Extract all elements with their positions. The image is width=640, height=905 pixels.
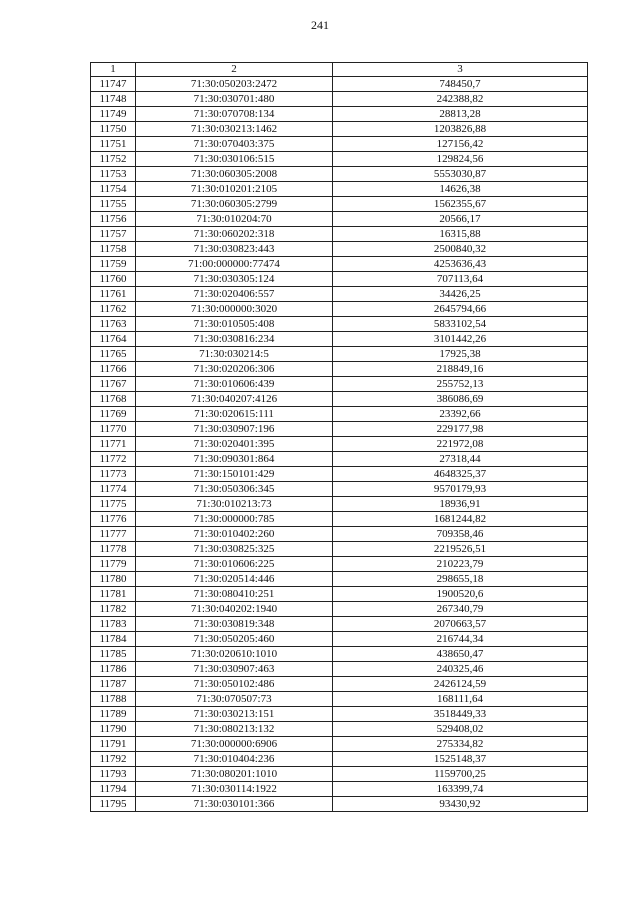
- row-number-cell: 11752: [91, 152, 136, 167]
- table-row: [91, 422, 588, 437]
- table-body: [91, 77, 588, 812]
- table-row: [91, 152, 588, 167]
- cadastral-number-cell: 71:30:030305:124: [136, 272, 333, 287]
- table-row: [91, 257, 588, 272]
- cadastral-number-cell: 71:30:090301:864: [136, 452, 333, 467]
- table-row: [91, 347, 588, 362]
- row-number-cell: 11784: [91, 632, 136, 647]
- row-number-cell: 11786: [91, 662, 136, 677]
- table-row: [91, 647, 588, 662]
- row-number-cell: 11777: [91, 527, 136, 542]
- row-number-cell: 11760: [91, 272, 136, 287]
- value-cell: 4253636,43: [333, 257, 588, 272]
- column-header-1: 1: [91, 63, 136, 77]
- value-cell: 709358,46: [333, 527, 588, 542]
- table-row: [91, 377, 588, 392]
- table-row: [91, 542, 588, 557]
- table-row: [91, 587, 588, 602]
- table-row: [91, 392, 588, 407]
- cadastral-number-cell: 71:30:070507:73: [136, 692, 333, 707]
- cadastral-number-cell: 71:30:050306:345: [136, 482, 333, 497]
- table-row: [91, 512, 588, 527]
- table-row: [91, 107, 588, 122]
- row-number-cell: 11789: [91, 707, 136, 722]
- row-number-cell: 11783: [91, 617, 136, 632]
- value-cell: 14626,38: [333, 182, 588, 197]
- row-number-cell: 11775: [91, 497, 136, 512]
- cadastral-number-cell: 71:30:080410:251: [136, 587, 333, 602]
- cadastral-number-cell: 71:30:000000:6906: [136, 737, 333, 752]
- cadastral-number-cell: 71:30:010404:236: [136, 752, 333, 767]
- value-cell: 18936,91: [333, 497, 588, 512]
- cadastral-number-cell: 71:30:030114:1922: [136, 782, 333, 797]
- row-number-cell: 11794: [91, 782, 136, 797]
- value-cell: 210223,79: [333, 557, 588, 572]
- cadastral-number-cell: 71:30:030701:480: [136, 92, 333, 107]
- cadastral-table-container: [90, 62, 587, 812]
- cadastral-number-cell: 71:30:030101:366: [136, 797, 333, 812]
- row-number-cell: 11778: [91, 542, 136, 557]
- value-cell: 2645794,66: [333, 302, 588, 317]
- table-row: [91, 602, 588, 617]
- table-row: [91, 707, 588, 722]
- value-cell: 1681244,82: [333, 512, 588, 527]
- value-cell: 1900520,6: [333, 587, 588, 602]
- table-row: [91, 212, 588, 227]
- table-row: [91, 632, 588, 647]
- table-row: [91, 692, 588, 707]
- table-row: [91, 752, 588, 767]
- cadastral-number-cell: 71:30:010606:439: [136, 377, 333, 392]
- value-cell: 438650,47: [333, 647, 588, 662]
- table-row: [91, 527, 588, 542]
- cadastral-number-cell: 71:30:010606:225: [136, 557, 333, 572]
- row-number-cell: 11764: [91, 332, 136, 347]
- table-row: [91, 242, 588, 257]
- cadastral-number-cell: 71:30:020401:395: [136, 437, 333, 452]
- row-number-cell: 11791: [91, 737, 136, 752]
- value-cell: 2426124,59: [333, 677, 588, 692]
- table-row: [91, 167, 588, 182]
- header-row: [91, 63, 588, 77]
- row-number-cell: 11790: [91, 722, 136, 737]
- value-cell: 216744,34: [333, 632, 588, 647]
- row-number-cell: 11767: [91, 377, 136, 392]
- cadastral-number-cell: 71:30:000000:3020: [136, 302, 333, 317]
- value-cell: 1159700,25: [333, 767, 588, 782]
- table-row: [91, 122, 588, 137]
- row-number-cell: 11785: [91, 647, 136, 662]
- table-row: [91, 137, 588, 152]
- cadastral-number-cell: 71:30:030816:234: [136, 332, 333, 347]
- table-row: [91, 272, 588, 287]
- value-cell: 16315,88: [333, 227, 588, 242]
- table-row: [91, 407, 588, 422]
- cadastral-number-cell: 71:30:030106:515: [136, 152, 333, 167]
- value-cell: 4648325,37: [333, 467, 588, 482]
- table-row: [91, 332, 588, 347]
- row-number-cell: 11763: [91, 317, 136, 332]
- value-cell: 93430,92: [333, 797, 588, 812]
- value-cell: 163399,74: [333, 782, 588, 797]
- cadastral-number-cell: 71:30:010201:2105: [136, 182, 333, 197]
- row-number-cell: 11782: [91, 602, 136, 617]
- cadastral-number-cell: 71:30:000000:785: [136, 512, 333, 527]
- value-cell: 20566,17: [333, 212, 588, 227]
- value-cell: 218849,16: [333, 362, 588, 377]
- row-number-cell: 11749: [91, 107, 136, 122]
- cadastral-number-cell: 71:00:000000:77474: [136, 257, 333, 272]
- cadastral-number-cell: 71:30:030907:196: [136, 422, 333, 437]
- table-row: [91, 227, 588, 242]
- table-row: [91, 722, 588, 737]
- table-row: [91, 737, 588, 752]
- row-number-cell: 11776: [91, 512, 136, 527]
- value-cell: 2219526,51: [333, 542, 588, 557]
- row-number-cell: 11748: [91, 92, 136, 107]
- row-number-cell: 11750: [91, 122, 136, 137]
- value-cell: 386086,69: [333, 392, 588, 407]
- value-cell: 3101442,26: [333, 332, 588, 347]
- table-row: [91, 662, 588, 677]
- cadastral-number-cell: 71:30:080213:132: [136, 722, 333, 737]
- row-number-cell: 11765: [91, 347, 136, 362]
- row-number-cell: 11762: [91, 302, 136, 317]
- value-cell: 23392,66: [333, 407, 588, 422]
- row-number-cell: 11780: [91, 572, 136, 587]
- row-number-cell: 11774: [91, 482, 136, 497]
- cadastral-number-cell: 71:30:150101:429: [136, 467, 333, 482]
- row-number-cell: 11781: [91, 587, 136, 602]
- cadastral-number-cell: 71:30:020615:111: [136, 407, 333, 422]
- table-row: [91, 467, 588, 482]
- cadastral-number-cell: 71:30:030907:463: [136, 662, 333, 677]
- value-cell: 27318,44: [333, 452, 588, 467]
- table-row: [91, 92, 588, 107]
- table-row: [91, 77, 588, 92]
- value-cell: 129824,56: [333, 152, 588, 167]
- value-cell: 221972,08: [333, 437, 588, 452]
- value-cell: 17925,38: [333, 347, 588, 362]
- cadastral-number-cell: 71:30:030213:1462: [136, 122, 333, 137]
- value-cell: 28813,28: [333, 107, 588, 122]
- row-number-cell: 11772: [91, 452, 136, 467]
- cadastral-number-cell: 71:30:030823:443: [136, 242, 333, 257]
- cadastral-number-cell: 71:30:040207:4126: [136, 392, 333, 407]
- value-cell: 267340,79: [333, 602, 588, 617]
- value-cell: 707113,64: [333, 272, 588, 287]
- value-cell: 748450,7: [333, 77, 588, 92]
- table-row: [91, 497, 588, 512]
- table-row: [91, 797, 588, 812]
- row-number-cell: 11754: [91, 182, 136, 197]
- table-row: [91, 557, 588, 572]
- value-cell: 168111,64: [333, 692, 588, 707]
- row-number-cell: 11769: [91, 407, 136, 422]
- table-row: [91, 572, 588, 587]
- row-number-cell: 11788: [91, 692, 136, 707]
- row-number-cell: 11770: [91, 422, 136, 437]
- row-number-cell: 11757: [91, 227, 136, 242]
- row-number-cell: 11792: [91, 752, 136, 767]
- row-number-cell: 11787: [91, 677, 136, 692]
- cadastral-number-cell: 71:30:040202:1940: [136, 602, 333, 617]
- row-number-cell: 11747: [91, 77, 136, 92]
- table-row: [91, 482, 588, 497]
- row-number-cell: 11753: [91, 167, 136, 182]
- table-row: [91, 362, 588, 377]
- row-number-cell: 11758: [91, 242, 136, 257]
- cadastral-number-cell: 71:30:010505:408: [136, 317, 333, 332]
- cadastral-number-cell: 71:30:020610:1010: [136, 647, 333, 662]
- value-cell: 9570179,93: [333, 482, 588, 497]
- row-number-cell: 11751: [91, 137, 136, 152]
- cadastral-table: [90, 62, 588, 812]
- table-row: [91, 767, 588, 782]
- row-number-cell: 11759: [91, 257, 136, 272]
- value-cell: 240325,46: [333, 662, 588, 677]
- value-cell: 242388,82: [333, 92, 588, 107]
- cadastral-number-cell: 71:30:050102:486: [136, 677, 333, 692]
- value-cell: 1203826,88: [333, 122, 588, 137]
- value-cell: 2070663,57: [333, 617, 588, 632]
- table-row: [91, 617, 588, 632]
- cadastral-number-cell: 71:30:010213:73: [136, 497, 333, 512]
- cadastral-number-cell: 71:30:050205:460: [136, 632, 333, 647]
- table-row: [91, 182, 588, 197]
- cadastral-number-cell: 71:30:030825:325: [136, 542, 333, 557]
- row-number-cell: 11773: [91, 467, 136, 482]
- cadastral-number-cell: 71:30:030819:348: [136, 617, 333, 632]
- value-cell: 127156,42: [333, 137, 588, 152]
- table-row: [91, 437, 588, 452]
- cadastral-number-cell: 71:30:020206:306: [136, 362, 333, 377]
- cadastral-number-cell: 71:30:030213:151: [136, 707, 333, 722]
- row-number-cell: 11795: [91, 797, 136, 812]
- table-row: [91, 317, 588, 332]
- cadastral-number-cell: 71:30:010204:70: [136, 212, 333, 227]
- cadastral-number-cell: 71:30:020406:557: [136, 287, 333, 302]
- cadastral-number-cell: 71:30:080201:1010: [136, 767, 333, 782]
- cadastral-number-cell: 71:30:020514:446: [136, 572, 333, 587]
- value-cell: 229177,98: [333, 422, 588, 437]
- value-cell: 298655,18: [333, 572, 588, 587]
- page-number: 241: [311, 18, 329, 32]
- value-cell: 5833102,54: [333, 317, 588, 332]
- row-number-cell: 11768: [91, 392, 136, 407]
- table-header: [91, 63, 588, 77]
- row-number-cell: 11779: [91, 557, 136, 572]
- row-number-cell: 11766: [91, 362, 136, 377]
- cadastral-number-cell: 71:30:070708:134: [136, 107, 333, 122]
- value-cell: 2500840,32: [333, 242, 588, 257]
- table-row: [91, 677, 588, 692]
- cadastral-number-cell: 71:30:060305:2799: [136, 197, 333, 212]
- value-cell: 34426,25: [333, 287, 588, 302]
- value-cell: 3518449,33: [333, 707, 588, 722]
- table-row: [91, 197, 588, 212]
- cadastral-number-cell: 71:30:010402:260: [136, 527, 333, 542]
- row-number-cell: 11755: [91, 197, 136, 212]
- cadastral-number-cell: 71:30:060305:2008: [136, 167, 333, 182]
- table-row: [91, 302, 588, 317]
- table-row: [91, 452, 588, 467]
- cadastral-number-cell: 71:30:030214:5: [136, 347, 333, 362]
- cadastral-number-cell: 71:30:060202:318: [136, 227, 333, 242]
- value-cell: 529408,02: [333, 722, 588, 737]
- table-row: [91, 287, 588, 302]
- column-header-2: 2: [136, 63, 333, 77]
- value-cell: 1525148,37: [333, 752, 588, 767]
- value-cell: 5553030,87: [333, 167, 588, 182]
- cadastral-number-cell: 71:30:070403:375: [136, 137, 333, 152]
- column-header-3: 3: [333, 63, 588, 77]
- row-number-cell: 11761: [91, 287, 136, 302]
- table-row: [91, 782, 588, 797]
- row-number-cell: 11793: [91, 767, 136, 782]
- row-number-cell: 11771: [91, 437, 136, 452]
- value-cell: 275334,82: [333, 737, 588, 752]
- value-cell: 1562355,67: [333, 197, 588, 212]
- value-cell: 255752,13: [333, 377, 588, 392]
- row-number-cell: 11756: [91, 212, 136, 227]
- cadastral-number-cell: 71:30:050203:2472: [136, 77, 333, 92]
